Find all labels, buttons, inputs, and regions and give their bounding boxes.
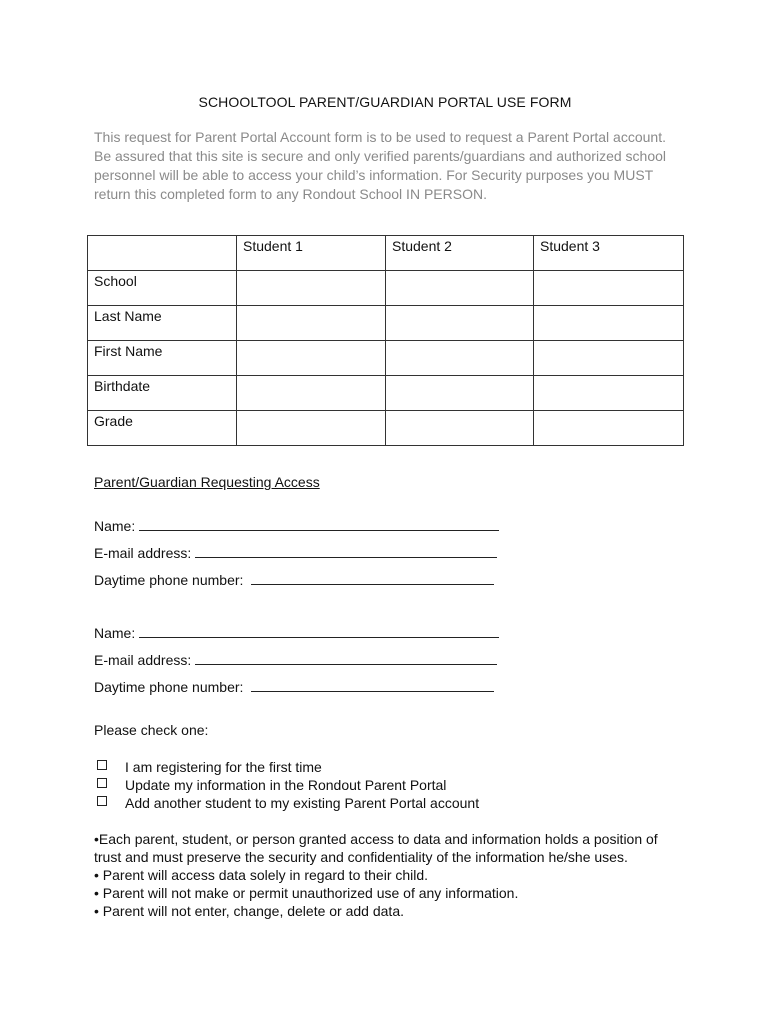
guardian1-name-line[interactable]	[139, 518, 499, 531]
grade-student-1-cell[interactable]	[237, 411, 386, 446]
policy-line-access: • Parent will access data solely in regard to their child.	[94, 867, 429, 883]
birthdate-student-1-cell[interactable]	[237, 376, 386, 411]
guardian1-phone-line[interactable]	[251, 572, 494, 585]
checkbox-first-time[interactable]	[97, 760, 107, 770]
guardian1-phone-label: Daytime phone number:	[94, 572, 252, 588]
row-label-grade: Grade	[88, 411, 237, 446]
guardian2-name-field	[94, 625, 499, 641]
guardian1-name-label: Name:	[94, 518, 140, 534]
guardian2-email-label: E-mail address:	[94, 652, 196, 668]
last-name-student-1-cell[interactable]	[237, 306, 386, 341]
checkbox-update-info[interactable]	[97, 778, 107, 788]
guardian2-name-label: Name:	[94, 625, 140, 641]
grade-student-2-cell[interactable]	[386, 411, 534, 446]
table-row	[88, 341, 684, 376]
option-add-student-label: Add another student to my existing Parent Portal account	[125, 795, 480, 811]
guardian1-email-line[interactable]	[195, 545, 497, 558]
header-student-2: Student 2	[386, 236, 534, 271]
table-corner-cell	[88, 236, 237, 271]
first-name-student-1-cell[interactable]	[237, 341, 386, 376]
table-row	[88, 376, 684, 411]
policy-line-unauthorized: • Parent will not make or permit unauthorized use of any information.	[94, 885, 519, 901]
header-student-1: Student 1	[237, 236, 386, 271]
school-student-1-cell[interactable]	[237, 271, 386, 306]
policy-line-trust: •Each parent, student, or person granted access to data and information holds a position of trust and must preserve the security and confidentiality of the information he/she uses.	[94, 831, 658, 865]
guardian1-phone-field	[94, 572, 494, 588]
guardian1-email-label: E-mail address:	[94, 545, 196, 561]
table-row	[88, 271, 684, 306]
checkbox-add-student[interactable]	[97, 796, 107, 806]
table-row	[88, 411, 684, 446]
row-label-school: School	[88, 271, 237, 306]
grade-student-3-cell[interactable]	[534, 411, 684, 446]
students-table	[87, 235, 684, 446]
form-intro: This request for Parent Portal Account form is to be used to request a Parent Portal account. Be assured that this site is secure and only verified parents/guardians and authorized school personnel will be able to access your child’s information. For Security purposes you MUST return this completed form to any Rondout School IN PERSON.	[94, 129, 667, 202]
first-name-student-3-cell[interactable]	[534, 341, 684, 376]
birthdate-student-3-cell[interactable]	[534, 376, 684, 411]
school-student-2-cell[interactable]	[386, 271, 534, 306]
guardian2-phone-label: Daytime phone number:	[94, 679, 252, 695]
guardian2-phone-line[interactable]	[251, 679, 494, 692]
first-name-student-2-cell[interactable]	[386, 341, 534, 376]
header-student-3: Student 3	[534, 236, 684, 271]
birthdate-student-2-cell[interactable]	[386, 376, 534, 411]
policy-text	[94, 830, 674, 920]
guardian1-name-field	[94, 518, 499, 534]
last-name-student-2-cell[interactable]	[386, 306, 534, 341]
check-prompt: Please check one:	[94, 722, 209, 738]
row-label-birthdate: Birthdate	[88, 376, 237, 411]
guardian2-phone-field	[94, 679, 494, 695]
table-header-row	[88, 236, 684, 271]
last-name-student-3-cell[interactable]	[534, 306, 684, 341]
parent-section-heading: Parent/Guardian Requesting Access	[94, 474, 320, 490]
table-row	[88, 306, 684, 341]
school-student-3-cell[interactable]	[534, 271, 684, 306]
guardian2-email-field	[94, 652, 497, 668]
option-update-info-label: Update my information in the Rondout Parent Portal	[125, 777, 447, 793]
option-first-time-label: I am registering for the first time	[125, 759, 322, 775]
guardian1-email-field	[94, 545, 497, 561]
row-label-first-name: First Name	[88, 341, 237, 376]
row-label-last-name: Last Name	[88, 306, 237, 341]
policy-line-no-edit: • Parent will not enter, change, delete or add data.	[94, 903, 404, 919]
guardian2-name-line[interactable]	[139, 625, 499, 638]
guardian2-email-line[interactable]	[195, 652, 497, 665]
form-title: SCHOOLTOOL PARENT/GUARDIAN PORTAL USE FORM	[198, 94, 572, 110]
